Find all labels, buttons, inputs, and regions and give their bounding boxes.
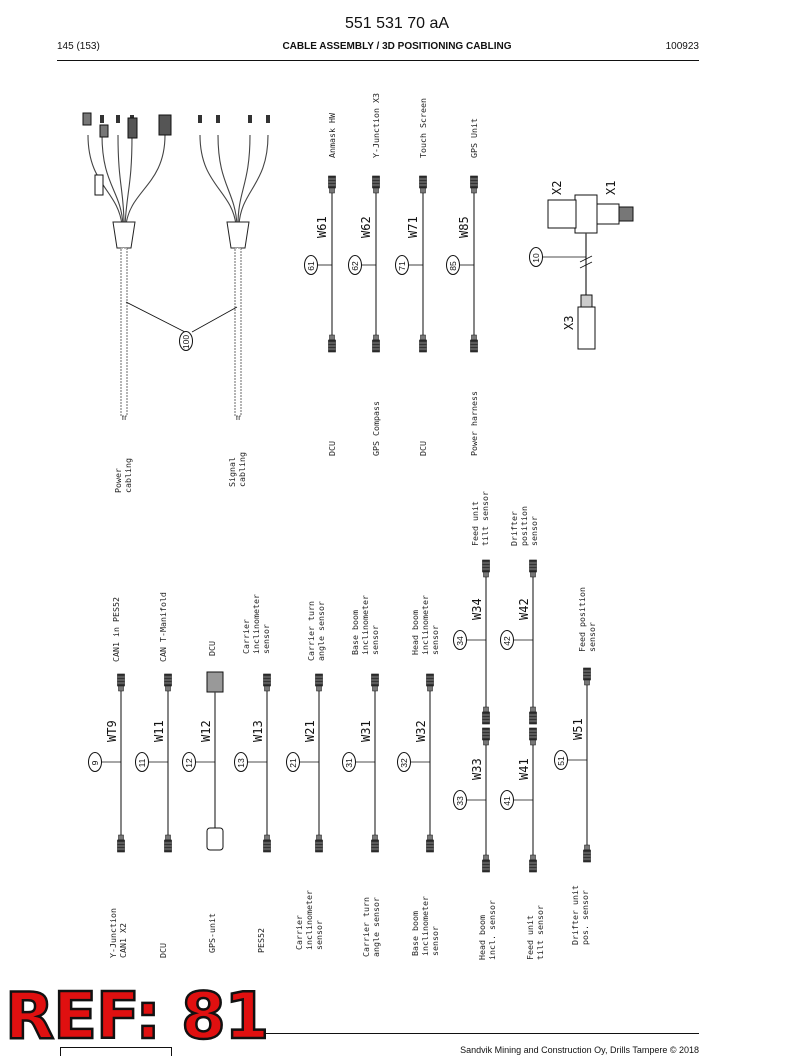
connector-bottom (530, 707, 537, 724)
connector-boot (265, 686, 270, 691)
connector-top (584, 668, 591, 685)
ref-bubble (501, 631, 514, 650)
wire-label: W13 (251, 720, 265, 742)
wire-label: W62 (359, 216, 373, 238)
connector-bottom (372, 835, 379, 852)
wire-label: W31 (359, 720, 373, 742)
end-label-bottom: incl. sensor (487, 900, 497, 960)
connector-top (329, 176, 336, 193)
connector-boot (119, 686, 124, 691)
connector-bottom (483, 855, 490, 872)
dsub-connector (207, 672, 223, 692)
end-label-top: inclinometer (251, 594, 261, 654)
end-label-bottom: angle sensor (371, 897, 381, 957)
end-label-top: Touch Screen (418, 98, 428, 158)
connector-boot (484, 740, 489, 745)
end-label-top: tilt sensor (480, 491, 490, 546)
end-label-top: sensor (261, 624, 271, 654)
harness-branch (239, 135, 268, 225)
connector-boot (374, 335, 379, 340)
y-junction-port-x1 (597, 204, 619, 224)
ref-bubble-number: 62 (350, 261, 360, 271)
ref-bubble (287, 753, 300, 772)
connector-top (165, 674, 172, 691)
end-label-bottom: pos. sensor (580, 890, 590, 945)
connector-boot (317, 835, 322, 840)
ref-bubble (343, 753, 356, 772)
end-label-top: inclinometer (420, 595, 430, 655)
document-date: 100923 (665, 41, 699, 52)
end-label-bottom: GPS Compass (371, 401, 381, 456)
cable-w12 (207, 672, 223, 850)
connector-bottom (329, 335, 336, 352)
connector-boot (531, 707, 536, 712)
connector-boot (428, 686, 433, 691)
wire-label: W12 (199, 720, 213, 742)
connector-bottom (316, 835, 323, 852)
ref-bubble (89, 753, 102, 772)
connector-top (316, 674, 323, 691)
end-label-bottom: inclinometer (304, 890, 314, 950)
wire-label: WT9 (105, 720, 119, 742)
connector-boot (166, 835, 171, 840)
connector-top (530, 728, 537, 745)
power-cabling-label: Power (113, 468, 123, 493)
power-cabling-label: cabling (123, 458, 133, 493)
power-fuse-holder (95, 175, 103, 195)
connector-boot (531, 855, 536, 860)
y-junction (548, 195, 633, 349)
connector-boot (330, 335, 335, 340)
end-label-top: Base boom (350, 610, 360, 655)
end-label-top: position (519, 506, 529, 546)
y-junction-body (575, 195, 597, 233)
end-label-top: Y-Junction X3 (371, 93, 381, 158)
port-label-x2: X2 (550, 180, 564, 195)
leader-line (192, 307, 237, 332)
harness-branch (238, 135, 250, 225)
connector-boot (265, 835, 270, 840)
connector-boot (484, 707, 489, 712)
end-label-top: sensor (370, 625, 380, 655)
connector-boot (428, 835, 433, 840)
connector-bottom (471, 335, 478, 352)
harness-branch (125, 135, 132, 225)
connector-bottom (373, 335, 380, 352)
connector-top (483, 560, 490, 577)
ref-bubble (305, 256, 318, 275)
end-label-bottom: PES52 (256, 928, 266, 953)
harness-branch-plug (100, 115, 104, 123)
connector-boot (484, 572, 489, 577)
ref-bubble-number: 9 (90, 760, 100, 766)
document-number: 551 531 70 aA (344, 15, 450, 32)
end-label-bottom: Y-Junction (108, 908, 118, 958)
wire-label: W21 (303, 720, 317, 742)
connector-boot (373, 835, 378, 840)
port-label-x3: X3 (562, 315, 576, 330)
ref-bubble-number: 21 (288, 758, 298, 768)
connector-boot (330, 188, 335, 193)
end-label-top: GPS Unit (469, 118, 479, 158)
y-junction-ref-bubble (530, 248, 543, 267)
end-label-top: Carrier (241, 619, 251, 654)
connector-boot (421, 188, 426, 193)
power-connector-large (159, 115, 171, 135)
wire-label: W61 (315, 216, 329, 238)
page-number: 145 (153) (57, 41, 100, 52)
harness-ref-bubble (180, 332, 193, 351)
wire-label: W85 (457, 216, 471, 238)
ref-bubble (183, 753, 196, 772)
wire-label: W51 (571, 718, 585, 740)
end-label-bottom: sensor (430, 926, 440, 956)
power-harness (86, 115, 167, 420)
end-label-top: CAN1 in PES52 (111, 597, 121, 662)
ref-bubble-number: 42 (502, 636, 512, 646)
connector-top (483, 728, 490, 745)
connector-bottom (165, 835, 172, 852)
ref-bubble-number: 11 (137, 758, 147, 768)
wire-label: W71 (406, 216, 420, 238)
connector-boot (484, 855, 489, 860)
connector-bottom (584, 845, 591, 862)
power-connector-large (128, 118, 137, 138)
harness-branch-plug (266, 115, 270, 123)
ref-bubble (396, 256, 409, 275)
harness-trunk (121, 248, 127, 416)
signal-cabling-label: Signal (227, 457, 237, 487)
port-label-x1: X1 (604, 180, 618, 195)
wire-label: W42 (517, 598, 531, 620)
wire-label: W33 (470, 758, 484, 780)
y-junction-port-x2 (548, 200, 576, 228)
connector-bottom (420, 335, 427, 352)
end-label-top: angle sensor (316, 601, 326, 661)
ref-bubble-number: 61 (306, 261, 316, 271)
end-label-bottom: Carrier (294, 915, 304, 950)
end-label-bottom: Drifter unit (570, 885, 580, 945)
end-label-bottom: Head boom (477, 915, 487, 960)
ref-bubble (454, 791, 467, 810)
ref-bubble (235, 753, 248, 772)
end-label-bottom: DCU (418, 441, 428, 456)
end-label-bottom: Carrier turn (361, 897, 371, 957)
end-label-bottom: GPS-unit (207, 913, 217, 953)
harness-branch-plug (248, 115, 252, 123)
connector-boot (119, 835, 124, 840)
end-label-bottom: inclinometer (420, 896, 430, 956)
connector-bottom (427, 835, 434, 852)
end-label-top: Drifter (509, 511, 519, 546)
connector-top (373, 176, 380, 193)
ref-bubble-number: 12 (184, 758, 194, 768)
y-junction-port-x1-plug (619, 207, 633, 221)
ref-bubble-number: 51 (556, 756, 566, 766)
end-label-top: Carrier turn (306, 601, 316, 661)
ref-bubble (501, 791, 514, 810)
connector-boot (585, 680, 590, 685)
harness-trunk (235, 248, 241, 416)
ref-bubble (398, 753, 411, 772)
end-label-bottom: Feed unit (525, 915, 535, 960)
connector-top (372, 674, 379, 691)
power-connector-m8 (100, 125, 108, 137)
connector-top (471, 176, 478, 193)
end-label-top: Head boom (410, 610, 420, 655)
connector-bottom (118, 835, 125, 852)
connector-top (264, 674, 271, 691)
connector-bottom (264, 835, 271, 852)
ref-bubble (447, 256, 460, 275)
signal-harness (198, 115, 270, 420)
ref-bubble-number: 71 (397, 261, 407, 271)
signal-cabling-label: cabling (237, 452, 247, 487)
wire-label: W32 (414, 720, 428, 742)
end-label-top: Anmask HW (327, 113, 337, 158)
end-label-bottom: CAN1 X2 (118, 923, 128, 958)
connector-boot (374, 188, 379, 193)
ref-bubble-number: 32 (399, 758, 409, 768)
connector-boot (531, 740, 536, 745)
connector-boot (317, 686, 322, 691)
ref-bubble-number: 33 (455, 796, 465, 806)
connector-boot (421, 335, 426, 340)
y-junction-port-x3-boot (581, 295, 592, 307)
end-label-top: Feed position (577, 587, 587, 652)
ref-bubble-number: 13 (236, 758, 246, 768)
connector-bottom (483, 707, 490, 724)
connector-top (530, 560, 537, 577)
y-junction-port-x3 (578, 307, 595, 349)
end-label-top: inclinometer (360, 595, 370, 655)
footer-copyright: Sandvik Mining and Construction Oy, Drills Tampere © 2018 (460, 1045, 699, 1055)
end-label-top: Feed unit (470, 501, 480, 546)
end-label-top: sensor (587, 622, 597, 652)
end-label-top: CAN T-Manifold (158, 592, 168, 662)
ref-watermark: REF: 81 (5, 980, 269, 1054)
connector-top (420, 176, 427, 193)
ref-bubble-number: 10 (531, 253, 541, 263)
end-label-bottom: DCU (327, 441, 337, 456)
ref-bubble-number: 41 (502, 796, 512, 806)
harness-branch-plug (116, 115, 120, 123)
end-label-bottom: Power harness (469, 391, 479, 456)
harness-splitter (113, 222, 135, 248)
connector-boot (472, 188, 477, 193)
wire-label: W41 (517, 758, 531, 780)
ref-bubble (349, 256, 362, 275)
harness-branch-plug (198, 115, 202, 123)
harness-branch-plug (216, 115, 220, 123)
end-label-top: DCU (207, 641, 217, 656)
connector-boot (373, 686, 378, 691)
ref-bubble (136, 753, 149, 772)
wire-label: W34 (470, 598, 484, 620)
leader-line (126, 302, 185, 332)
wire-label: W11 (152, 720, 166, 742)
end-label-bottom: tilt sensor (535, 905, 545, 960)
connector-boot (472, 335, 477, 340)
ref-bubble (555, 751, 568, 770)
ref-bubble-number: 100 (181, 334, 191, 350)
harness-branch (88, 135, 122, 225)
connector-boot (585, 845, 590, 850)
page-title: CABLE ASSEMBLY / 3D POSITIONING CABLING (282, 41, 512, 52)
connector-boot (166, 686, 171, 691)
harness-branch (218, 135, 237, 225)
connector-bottom (530, 855, 537, 872)
ref-bubble-number: 31 (344, 758, 354, 768)
ref-bubble (454, 631, 467, 650)
power-connector-m8 (83, 113, 91, 125)
end-label-top: sensor (430, 625, 440, 655)
footer-rule (258, 1033, 699, 1034)
end-label-bottom: sensor (314, 920, 324, 950)
end-label-top: sensor (529, 516, 539, 546)
connector-boot (531, 572, 536, 577)
end-label-bottom: DCU (158, 943, 168, 958)
connector-top (118, 674, 125, 691)
dsub-connector (207, 828, 223, 850)
harness-splitter (227, 222, 249, 248)
ref-bubble-number: 34 (455, 636, 465, 646)
end-label-bottom: Base boom (410, 911, 420, 956)
ref-bubble-number: 85 (448, 261, 458, 271)
connector-top (427, 674, 434, 691)
